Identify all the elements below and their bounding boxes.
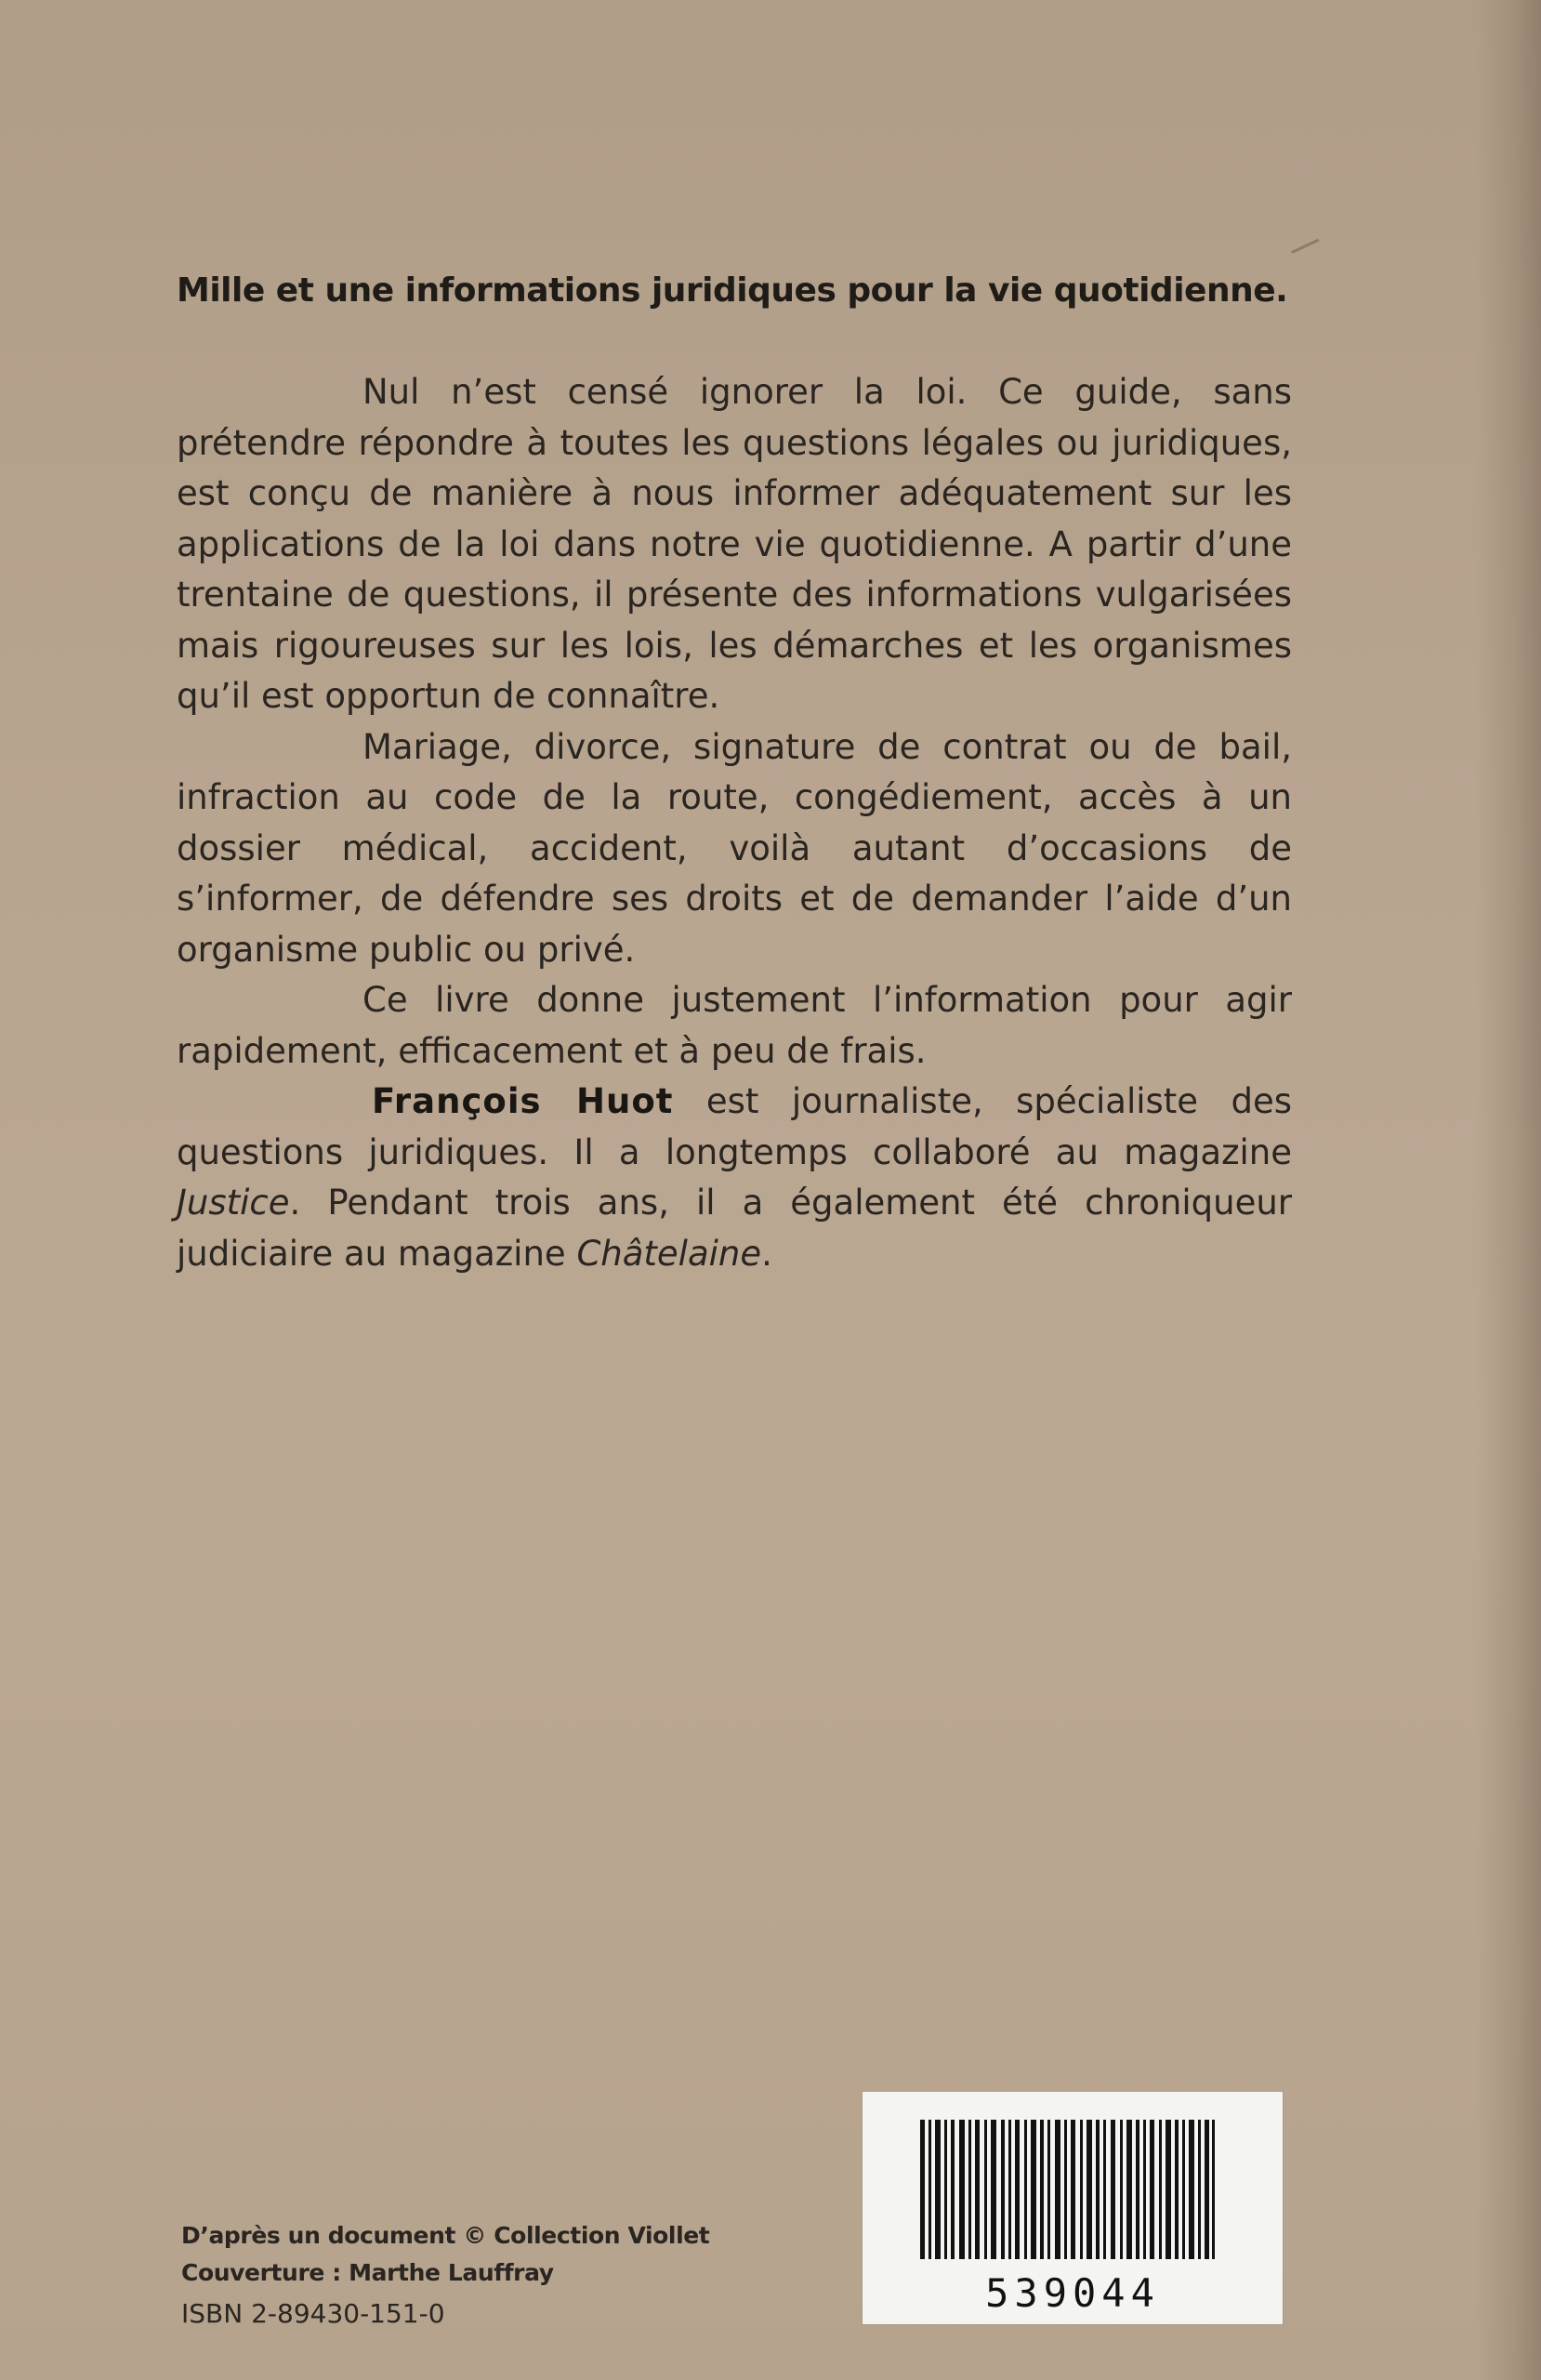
blurb bbox=[177, 271, 1292, 1279]
blurb-paragraph-2: Mariage, divorce, signature de contrat ou de bail, infraction au code de la route, congédiement, accès à un dossier médical, accident, voilà autant d’occasions de s’informer, de défendre ses droits et de demander l’aide d’un organisme public ou privé. bbox=[177, 726, 1292, 970]
barcode-sticker bbox=[863, 2092, 1283, 2324]
author-bio-text-2: . Pendant trois ans, il a également été chroniqueur judiciaire au magazine bbox=[177, 1183, 1292, 1274]
photo-credit: D’après un document © Collection Viollet bbox=[181, 2222, 710, 2249]
barcode-icon bbox=[918, 2120, 1216, 2259]
magazine-justice: Justice bbox=[177, 1183, 290, 1223]
blurb-paragraph-1: Nul n’est censé ignorer la loi. Ce guide, sans prétendre répondre à toutes les questions légales ou juridiques, est conçu de manière à nous informer adéquatement sur les applications de la loi dans notre vie quotidienne. A partir d’une trentaine de questions, il présente des informations vulgarisées mais rigoureuses sur les lois, les démarches et les organismes qu’il est opportun de connaître. bbox=[177, 372, 1292, 716]
barcode-number: 539044 bbox=[985, 2270, 1160, 2316]
magazine-chatelaine: Châtelaine bbox=[576, 1233, 762, 1274]
cover-credit: Couverture : Marthe Lauffray bbox=[181, 2259, 554, 2286]
author-bio-end: . bbox=[761, 1233, 772, 1274]
isbn: ISBN 2-89430-151-0 bbox=[181, 2298, 445, 2329]
credits bbox=[181, 2217, 709, 2336]
scratch-mark bbox=[1284, 225, 1319, 254]
spine-shadow bbox=[1476, 0, 1541, 2380]
tagline: Mille et une informations juridiques pour la vie quotidienne. bbox=[177, 271, 1288, 310]
blurb-paragraph-3: Ce livre donne justement l’information pour agir rapidement, efficacement et à peu de frais. bbox=[177, 980, 1292, 1071]
author-name: François Huot bbox=[372, 1081, 674, 1121]
author-bio-text-1: est journaliste, spécialiste des questions juridiques. Il a longtemps collaboré au magazine bbox=[177, 1081, 1292, 1172]
author-bio bbox=[177, 1077, 1292, 1279]
